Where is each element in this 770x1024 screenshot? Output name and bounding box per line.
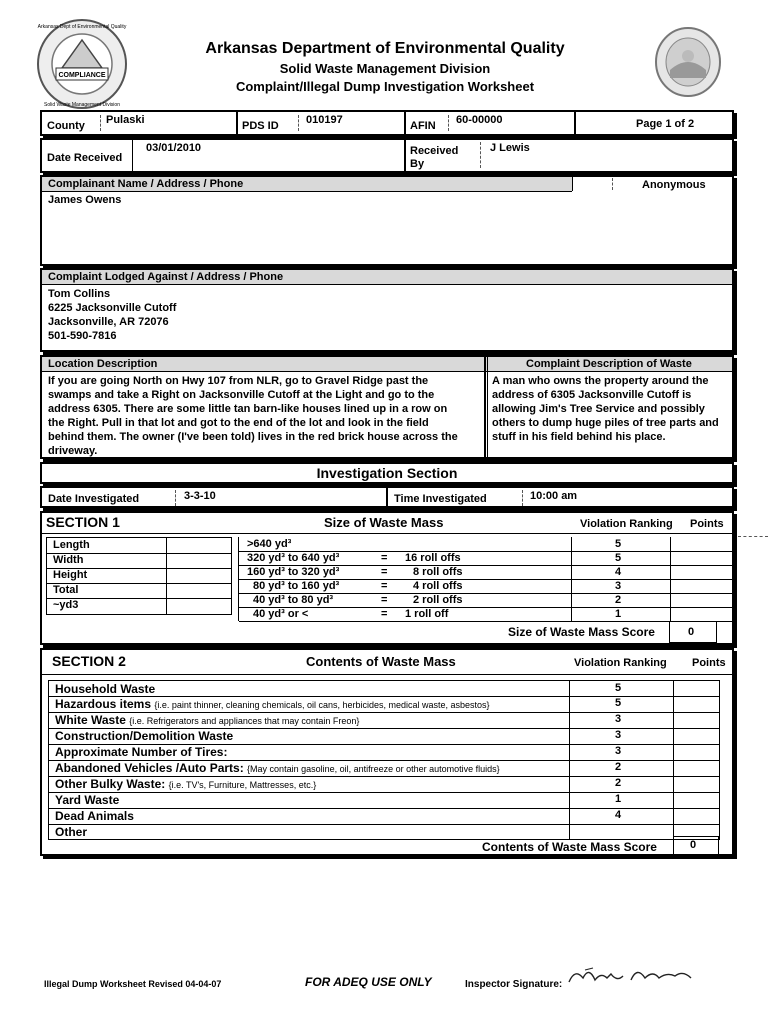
section2-subtitle: Contents of Waste Mass — [306, 654, 456, 669]
size-range: 320 yd³ to 640 yd³ — [247, 552, 340, 564]
content-item: Other Bulky Waste: {i.e. TV's, Furniture, Mattresses, etc.} — [55, 777, 317, 791]
waste-desc-line[interactable]: allowing Jim's Tree Service and possibly — [492, 403, 705, 415]
against-name[interactable]: Tom Collins — [48, 288, 111, 300]
time-investigated-value[interactable]: 10:00 am — [530, 490, 578, 502]
content-item: Other — [55, 825, 88, 839]
content-rank: 5 — [615, 682, 622, 694]
investigation-header — [40, 462, 734, 484]
content-rank: 4 — [615, 809, 622, 821]
county-label: County — [47, 120, 85, 132]
size-rolloffs: 4 roll offs — [413, 580, 463, 592]
id-row — [40, 110, 734, 136]
size-eq: = — [381, 580, 388, 592]
content-rank: 3 — [615, 729, 622, 741]
content-item: Abandoned Vehicles /Auto Parts: {May contain gasoline, oil, antifreeze or other automotive fluids} — [55, 761, 500, 775]
waste-desc-label: Complaint Description of Waste — [526, 358, 692, 370]
date-received-label: Date Received — [47, 152, 123, 164]
against-city[interactable]: Jacksonville, AR 72076 — [48, 316, 169, 328]
section2-box — [40, 648, 734, 856]
waste-desc-line[interactable]: others to dump huge piles of tree parts and — [492, 417, 719, 429]
section1-box — [40, 511, 734, 645]
content-item: Hazardous items {i.e. paint thinner, cleaning chemicals, oil cans, herbicides, medical waste, asbestos} — [55, 697, 490, 711]
revision-note: Illegal Dump Worksheet Revised 04-04-07 — [44, 979, 222, 989]
waste-desc-line[interactable]: A man who owns the property around the — [492, 375, 709, 387]
investigation-title: Investigation Section — [316, 465, 458, 481]
afin-value[interactable]: 60-00000 — [456, 114, 503, 126]
time-investigated-label: Time Investigated — [394, 493, 487, 505]
pds-value[interactable]: 010197 — [306, 114, 343, 126]
size-rolloffs: 16 roll offs — [405, 552, 461, 564]
content-item: Construction/Demolition Waste — [55, 729, 234, 743]
yd3-label: ~yd3 — [53, 599, 79, 611]
anonymous-label[interactable]: Anonymous — [642, 179, 706, 191]
size-rolloffs: 8 roll offs — [413, 566, 463, 578]
width-label: Width — [53, 554, 84, 566]
height-label: Height — [53, 569, 88, 581]
content-note: {May contain gasoline, oil, antifreeze or other automotive fluids} — [247, 764, 500, 774]
description-box — [40, 355, 734, 459]
division-title: Solid Waste Management Division — [279, 61, 491, 76]
location-line[interactable]: If you are going North on Hwy 107 from NLR, go to Gravel Ridge past the — [48, 375, 429, 387]
total-label: Total — [53, 584, 79, 596]
waste-desc-line[interactable]: stuff in his field behind his place. — [492, 431, 666, 443]
content-rank: 3 — [615, 745, 622, 757]
contents-table — [48, 680, 720, 840]
received-by-label: Received — [410, 145, 459, 157]
size-rolloffs: 1 roll off — [405, 608, 449, 620]
size-score-label: Size of Waste Mass Score — [508, 625, 655, 639]
contents-score-value: 0 — [690, 839, 697, 851]
date-investigated-label: Date Investigated — [48, 493, 140, 505]
against-box — [40, 268, 734, 352]
content-item: Yard Waste — [55, 793, 120, 807]
size-rank: 2 — [615, 594, 622, 606]
received-by-value[interactable]: J Lewis — [490, 142, 530, 154]
section1-title: SECTION 1 — [46, 514, 120, 530]
content-item: White Waste {i.e. Refrigerators and appliances that may contain Freon} — [55, 713, 360, 727]
contents-score-label: Contents of Waste Mass Score — [482, 840, 657, 854]
size-eq: = — [381, 608, 388, 620]
size-range: 80 yd³ to 160 yd³ — [253, 580, 340, 592]
section2-ranking-label: Violation Ranking — [574, 657, 667, 669]
section2-points-label: Points — [692, 657, 726, 669]
size-rank: 3 — [615, 580, 622, 592]
content-note: {i.e. Refrigerators and appliances that may contain Freon} — [129, 716, 360, 726]
size-eq: = — [381, 552, 388, 564]
complainant-label: Complainant Name / Address / Phone — [48, 178, 244, 190]
county-value[interactable]: Pulaski — [106, 114, 145, 126]
location-line[interactable]: swamps and take a Right on Jacksonville Cutoff at the Light and go to the — [48, 389, 435, 401]
agency-title: Arkansas Department of Environmental Quality — [205, 40, 565, 57]
size-score-box[interactable] — [669, 621, 717, 643]
size-range: >640 yd³ — [247, 538, 292, 550]
complainant-name[interactable]: James Owens — [48, 194, 122, 206]
size-range: 160 yd³ to 320 yd³ — [247, 566, 340, 578]
contents-score-box[interactable] — [673, 836, 719, 856]
compliance-logo — [34, 16, 130, 112]
section1-points-label: Points — [690, 518, 724, 530]
content-rank: 1 — [615, 793, 622, 805]
size-rolloffs: 2 roll offs — [413, 594, 463, 606]
pds-label: PDS ID — [242, 120, 279, 132]
location-line[interactable]: behind them. The owner (I've been told) lives in the red brick house across the — [48, 431, 458, 443]
content-rank: 3 — [615, 713, 622, 725]
size-table — [238, 537, 733, 621]
complainant-box — [40, 175, 734, 266]
state-seal-icon — [654, 26, 722, 98]
content-note: {i.e. TV's, Furniture, Mattresses, etc.} — [168, 780, 317, 790]
size-rank: 5 — [615, 538, 622, 550]
content-rank: 5 — [615, 697, 622, 709]
afin-label: AFIN — [410, 120, 436, 132]
content-item: Approximate Number of Tires: — [55, 745, 228, 759]
size-rank: 1 — [615, 608, 622, 620]
investigated-row — [40, 486, 734, 508]
inspector-signature[interactable] — [565, 962, 695, 992]
svg-text:Solid Waste Management Divisio: Solid Waste Management Division — [44, 102, 120, 108]
section2-title: SECTION 2 — [52, 653, 126, 669]
size-rank: 4 — [615, 566, 622, 578]
content-item: Household Waste — [55, 682, 156, 696]
size-rank: 5 — [615, 552, 622, 564]
against-label: Complaint Lodged Against / Address / Phone — [48, 271, 284, 283]
worksheet-title: Complaint/Illegal Dump Investigation Worksheet — [235, 79, 535, 94]
content-note: {i.e. paint thinner, cleaning chemicals, oil cans, herbicides, medical waste, asbestos} — [154, 700, 490, 710]
side-tick — [738, 536, 768, 537]
section1-subtitle: Size of Waste Mass — [324, 515, 444, 530]
page-number: Page 1 of 2 — [636, 118, 695, 130]
size-score-value: 0 — [688, 626, 695, 638]
content-rank: 2 — [615, 777, 622, 789]
size-eq: = — [381, 594, 388, 606]
date-received-value[interactable]: 03/01/2010 — [146, 142, 202, 154]
svg-text:COMPLIANCE: COMPLIANCE — [58, 72, 106, 79]
received-row — [40, 138, 734, 173]
against-address[interactable]: 6225 Jacksonville Cutoff — [48, 302, 177, 314]
location-line[interactable]: driveway. — [48, 445, 98, 457]
received-by-label-2: By — [410, 158, 425, 170]
dimensions-table — [46, 537, 232, 615]
waste-desc-line[interactable]: address of 6305 Jacksonville Cutoff is — [492, 389, 692, 401]
content-item: Dead Animals — [55, 809, 134, 823]
size-range: 40 yd³ or < — [253, 608, 309, 620]
against-phone[interactable]: 501-590-7816 — [48, 330, 117, 342]
location-label: Location Description — [48, 358, 158, 370]
adeq-use-only: FOR ADEQ USE ONLY — [305, 975, 432, 989]
location-line[interactable]: the Right. Pull in that lot and got to the end of the lot and look in the field — [48, 417, 429, 429]
length-label: Length — [53, 539, 90, 551]
content-rank: 2 — [615, 761, 622, 773]
location-line[interactable]: address 6305. There are some little tan barn-like houses lined up in a row on — [48, 403, 448, 415]
date-investigated-value[interactable]: 3-3-10 — [184, 490, 216, 502]
signature-label: Inspector Signature: — [465, 979, 563, 990]
size-range: 40 yd³ to 80 yd³ — [253, 594, 334, 606]
size-eq: = — [381, 566, 388, 578]
section1-ranking-label: Violation Ranking — [580, 518, 673, 530]
svg-text:Arkansas Dept of Environmental: Arkansas Dept of Environmental Quality — [37, 24, 127, 30]
